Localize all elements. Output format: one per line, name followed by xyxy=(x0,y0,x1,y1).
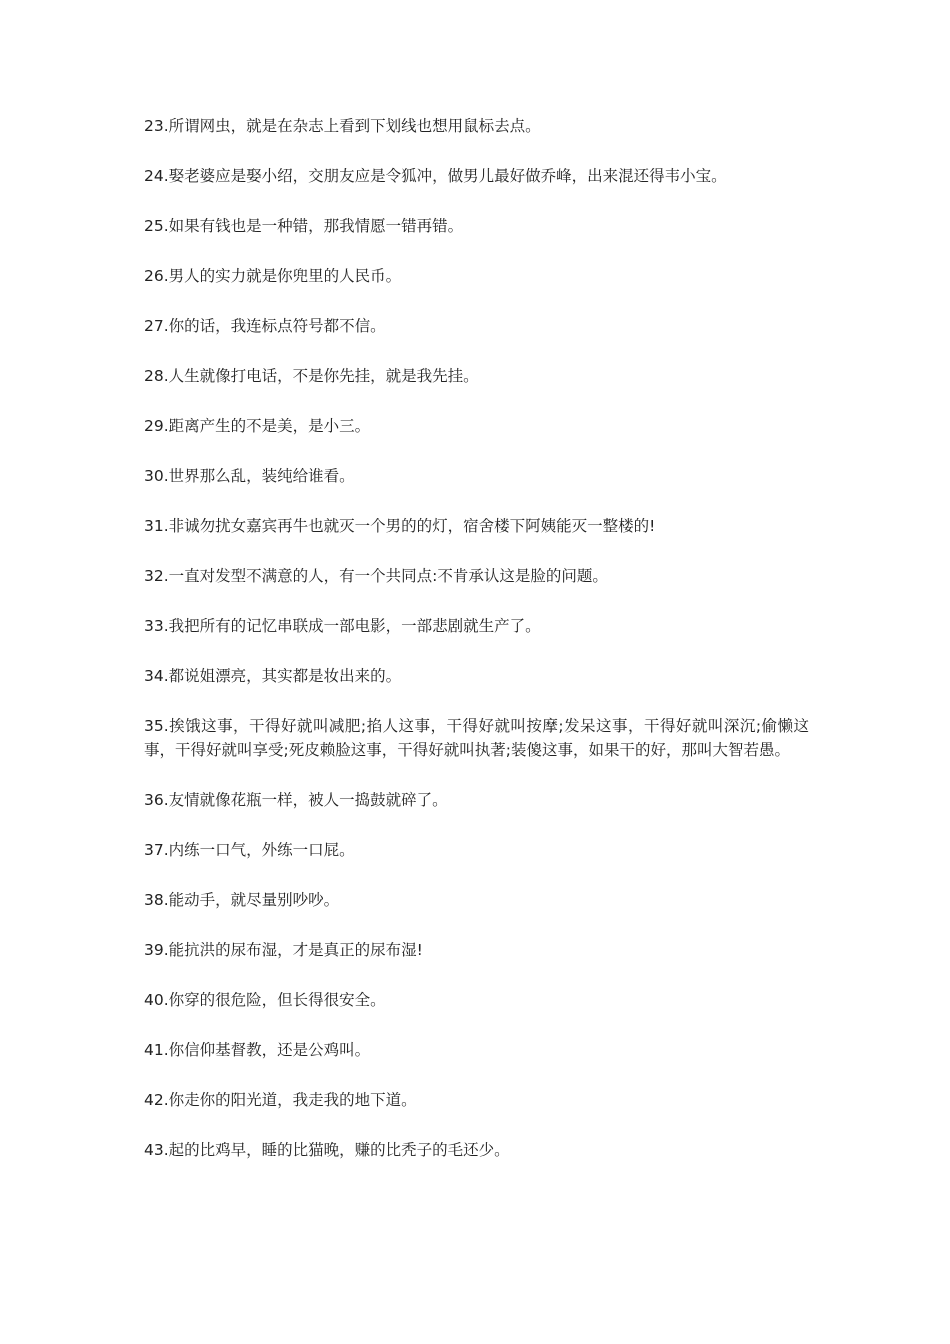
paragraph-42: 42.你走你的阳光道，我走我的地下道。 xyxy=(144,1091,417,1109)
paragraph-39: 39.能抗洪的尿布湿，才是真正的尿布湿! xyxy=(144,941,423,959)
paragraph-34: 34.都说姐漂亮，其实都是妆出来的。 xyxy=(144,667,402,685)
paragraph-40: 40.你穿的很危险，但长得很安全。 xyxy=(144,991,386,1009)
paragraph-41: 41.你信仰基督教，还是公鸡叫。 xyxy=(144,1041,371,1059)
paragraph-43: 43.起的比鸡早，睡的比猫晚，赚的比秃子的毛还少。 xyxy=(144,1141,510,1159)
document-page xyxy=(144,114,809,1188)
paragraph-33: 33.我把所有的记忆串联成一部电影，一部悲剧就生产了。 xyxy=(144,617,541,635)
paragraph-38: 38.能动手，就尽量别吵吵。 xyxy=(144,891,340,909)
paragraph-27: 27.你的话，我连标点符号都不信。 xyxy=(144,317,386,335)
paragraph-36: 36.友情就像花瓶一样，被人一捣鼓就碎了。 xyxy=(144,791,448,809)
paragraph-29: 29.距离产生的不是美，是小三。 xyxy=(144,417,371,435)
paragraph-26: 26.男人的实力就是你兜里的人民币。 xyxy=(144,267,402,285)
paragraph-23: 23.所谓网虫，就是在杂志上看到下划线也想用鼠标去点。 xyxy=(144,117,541,135)
paragraph-25: 25.如果有钱也是一种错，那我情愿一错再错。 xyxy=(144,217,464,235)
paragraph-28: 28.人生就像打电话，不是你先挂，就是我先挂。 xyxy=(144,367,479,385)
paragraph-32: 32.一直对发型不满意的人，有一个共同点:不肯承认这是脸的问题。 xyxy=(144,567,608,585)
paragraph-35: 35.挨饿这事，干得好就叫减肥;掐人这事，干得好就叫按摩;发呆这事，干得好就叫深沉;偷懒这事，干得好就叫享受;死皮赖脸这事，干得好就叫执著;装傻这事，如果干的好，那叫大智若愚。 xyxy=(144,717,809,759)
paragraph-31: 31.非诚勿扰女嘉宾再牛也就灭一个男的的灯，宿舍楼下阿姨能灭一整楼的! xyxy=(144,517,656,535)
paragraph-30: 30.世界那么乱，装纯给谁看。 xyxy=(144,467,355,485)
paragraph-37: 37.内练一口气，外练一口屁。 xyxy=(144,841,355,859)
paragraph-24: 24.娶老婆应是娶小绍，交朋友应是令狐冲，做男儿最好做乔峰，出来混还得韦小宝。 xyxy=(144,167,727,185)
